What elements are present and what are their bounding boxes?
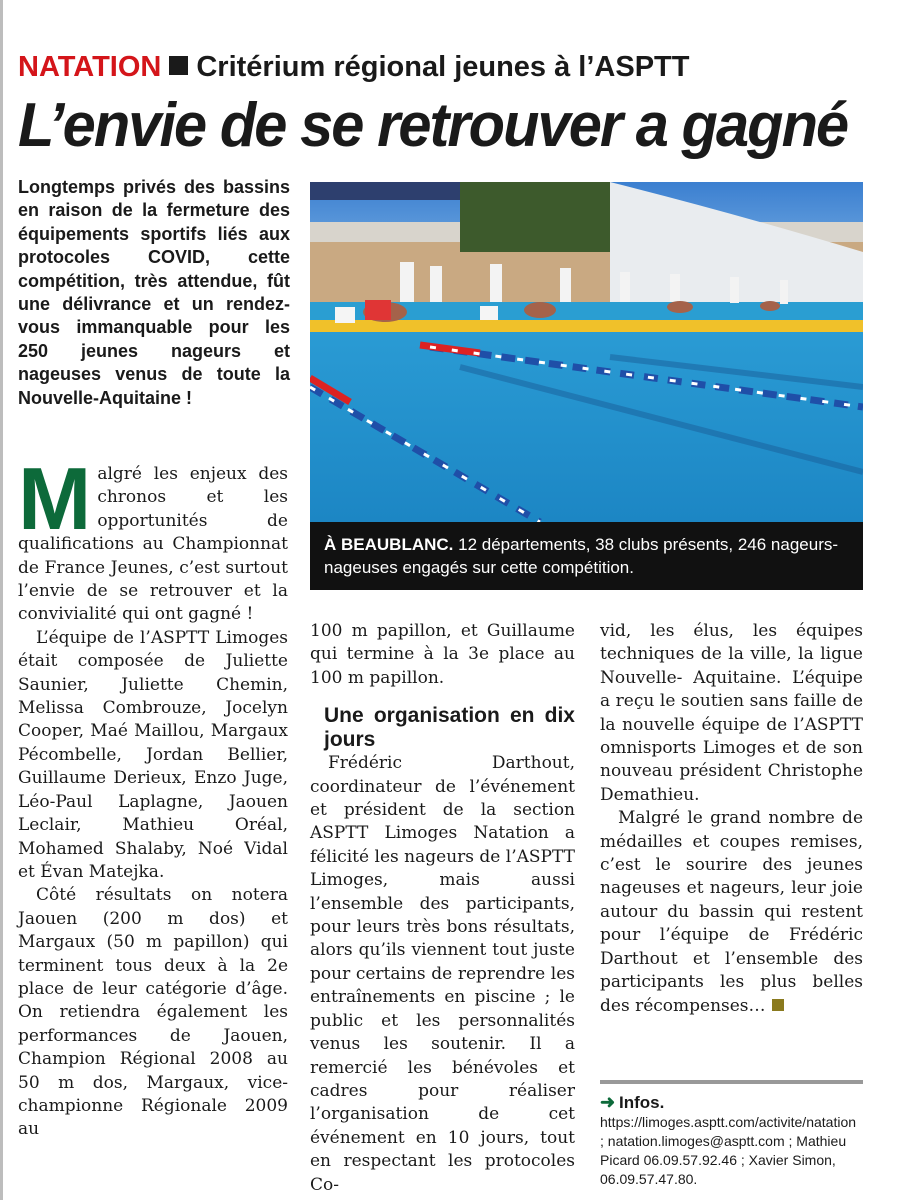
- paragraph: L’équipe de l’ASPTT Limoges était composée de Juliette Saunier, Juliette Chemin, Melissa Combrouze, Jocelyn Cooper, Maé Maillou, Margaux Pécombelle, Jordan Bellier, Guillaume Derieux, Enzo Juge, Léo-Paul Laplagne, Jaouen Leclair, Mathieu Oréal, Mohamed Shalaby, Noé Vidal et Évan Matejka.: [18, 627, 288, 882]
- section-rubric: NATATION: [18, 51, 162, 83]
- paragraph: [600, 807, 863, 1018]
- page-edge-rule: [0, 0, 3, 1200]
- separator-square: [169, 56, 188, 75]
- infos-label: Infos.: [618, 1093, 665, 1112]
- article-headline: L’envie de se retrouver a gagné: [18, 91, 848, 160]
- caption-text: 12 départements, 38 clubs présents, 246 nageurs-nageuses engagés sur cette compétition.: [324, 535, 839, 577]
- paragraph: Frédéric Darthout, coordinateur de l’événement et président de la section ASPTT Limoges Natation a félicité les nageurs de l’ASPTT Limoges, mais aussi l’ensemble des participants, pour leurs très bons résultats, alors qu’ils viennent tout juste pour certains de reprendre les entraînements en piscine ; le public et les personnalités venus les soutenir. Il a remercié les bénévoles et cadres pour réaliser l’organisation de cet événement en 10 jours, tout en respectant les protocoles Co-: [310, 753, 575, 1195]
- paragraph: vid, les élus, les équipes techniques de la ville, la ligue Nouvelle- Aquitaine. L’équipe a reçu le soutien sans faille de la nouvelle équipe de l’ASPTT omnisports Limoges et de son nouveau président Christophe Demathieu.: [600, 621, 863, 805]
- photo-caption: [310, 522, 863, 590]
- kicker-subtitle: Critérium régional jeunes à l’ASPTT: [196, 51, 690, 83]
- infos-text: https://limoges.asptt.com/activite/natation ; natation.limoges@asptt.com ; Mathieu Picard 06.09.57.92.46 ; Xavier Simon, 06.09.57.47.80.: [600, 1114, 857, 1187]
- drop-cap: M: [18, 449, 92, 548]
- article-lead: Longtemps privés des bassins en raison de la fermeture des équipements sportifs liés aux protocoles COVID, cette compétition, très attendue, fût une délivrance et un rendez-vous immanquable pour les 250 jeunes nageurs et nageuses venus de toute la Nouvelle-Aquitaine !: [18, 177, 290, 408]
- kicker-line: [18, 50, 878, 84]
- article-column-1: [18, 449, 288, 1142]
- infos-divider: [600, 1080, 863, 1084]
- paragraph: Côté résultats on notera Jaouen (200 m dos) et Margaux (50 m papillon) qui terminent tous deux à la 2e place de leur catégorie d’âge. On retiendra également les performances de Jaouen, Champion Régional 2008 au 50 m dos, Margaux, vice-championne Régionale 2009 au: [18, 885, 288, 1140]
- caption-lead: À BEAUBLANC.: [324, 535, 454, 554]
- pool-photo-illustration: [310, 182, 863, 522]
- paragraph-text: Malgré le grand nombre de médailles et coupes remises, c’est le sourire des jeunes nageuses et nageurs, leur joie autour du bassin qui restent pour l’équipe de Frédéric Darthout et l’ensemble des participants les plus belles des récompenses…: [600, 808, 863, 1016]
- pool-photo: [310, 182, 863, 522]
- section-subheading: Une organisation en dix jours: [324, 704, 575, 752]
- arrow-right-icon: ➜: [600, 1092, 616, 1112]
- infos-box: [600, 1093, 863, 1189]
- article-column-2: [310, 620, 575, 1197]
- paragraph: 100 m papillon, et Guillaume qui termine à la 3e place au 100 m papillon.: [310, 621, 575, 688]
- article-column-3: [600, 620, 863, 1018]
- paragraph: [18, 449, 288, 627]
- paragraph-text: algré les enjeux des chronos et les opportunités de qualifications au Championnat de France Jeunes, c’est surtout l’envie de se retrouver et la convivialité qui ont gagné !: [18, 464, 288, 625]
- end-of-article-mark: [772, 999, 784, 1011]
